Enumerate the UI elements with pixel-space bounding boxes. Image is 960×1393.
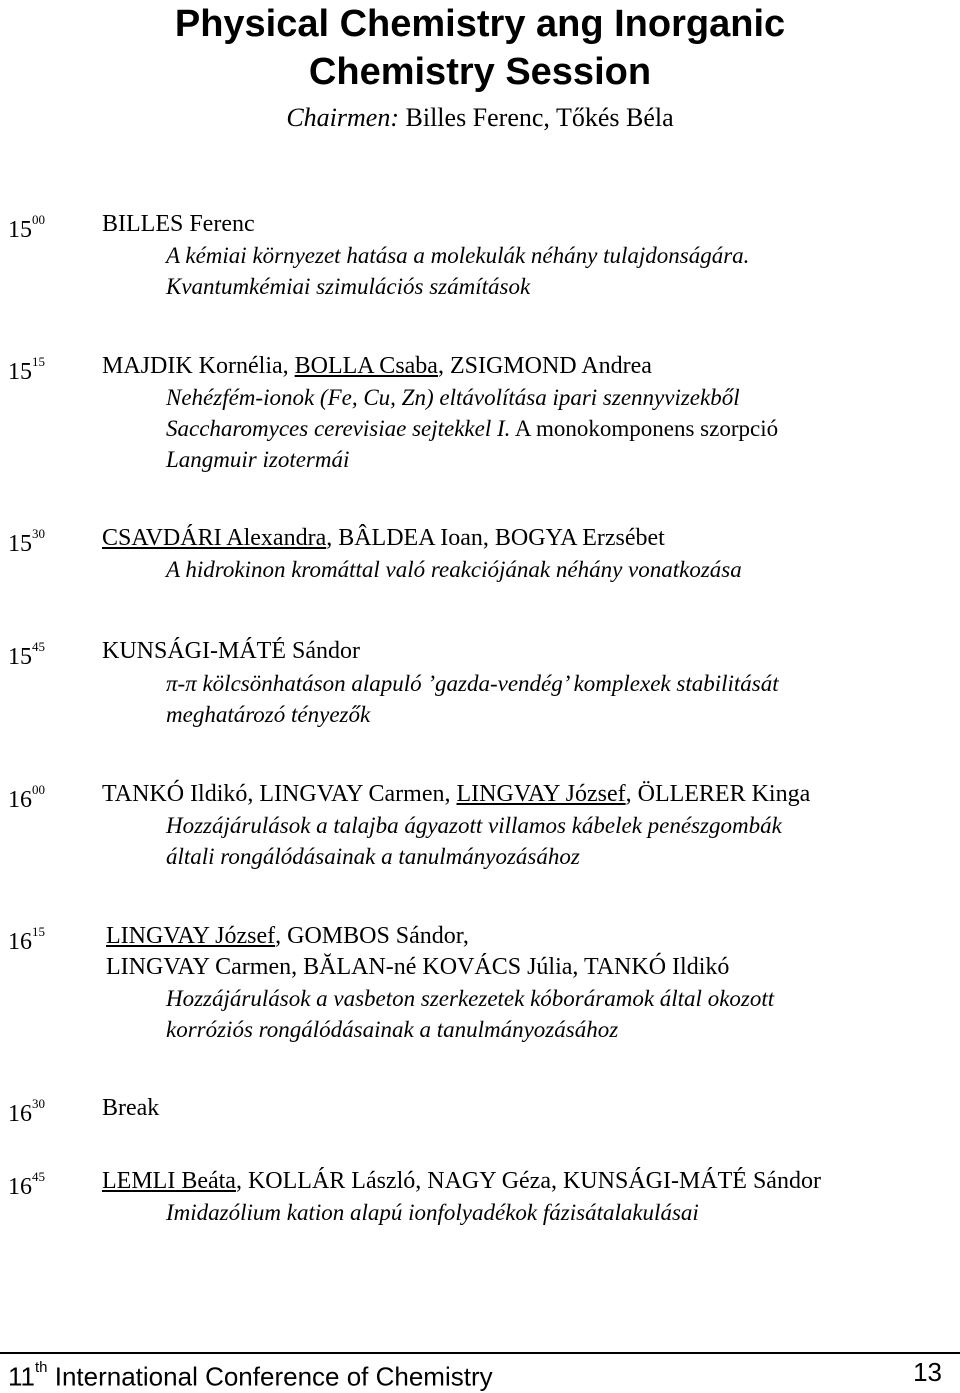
session-title xyxy=(0,0,960,96)
talk-title-line: A hidrokinon kromáttal való reakciójának néhány vonatkozása xyxy=(166,557,742,582)
chairmen-names: Billes Ferenc, Tőkés Béla xyxy=(405,103,674,132)
talk-authors: BILLES Ferenc xyxy=(102,211,255,237)
talk-title-line: A kémiai környezet hatása a molekulák néhány tulajdonságára. xyxy=(166,243,750,268)
talk-authors: MAJDIK Kornélia, BOLLA Csaba, ZSIGMOND Andrea xyxy=(102,353,652,379)
talk-title-line: Hozzájárulások a talajba ágyazott villamos kábelek penészgombák xyxy=(166,813,782,838)
session-title-line-2: Chemistry Session xyxy=(308,51,652,93)
ordinal-suffix: th xyxy=(35,1359,48,1376)
talk-time: $16^{00}$ xyxy=(8,782,45,813)
conference-name: International Conference of Chemistry xyxy=(47,1361,493,1392)
talk-time: $16^{30}$ xyxy=(8,1096,45,1127)
talk-authors: LINGVAY József, GOMBOS Sándor, xyxy=(106,923,469,949)
talk-title-line: általi rongálódásainak a tanulmányozásához xyxy=(166,844,580,869)
talk-authors: KUNSÁGI-MÁTÉ Sándor xyxy=(102,638,360,664)
pi-symbol: π-π xyxy=(166,671,197,696)
talk-title-line: korróziós rongálódásainak a tanulmányozásához xyxy=(166,1017,619,1042)
page-number: 13 xyxy=(913,1357,942,1387)
conference-number: 11 xyxy=(8,1361,35,1392)
talk-title-line: Imidazólium kation alapú ionfolyadékok fázisátalakulásai xyxy=(166,1200,699,1225)
chairmen-line xyxy=(0,102,960,134)
talk-time: $15^{30}$ xyxy=(8,526,45,557)
talk-time: $15^{00}$ xyxy=(8,212,45,243)
presenter-name: LINGVAY József xyxy=(106,923,276,949)
presenter-name: BOLLA Csaba xyxy=(294,353,438,379)
page-footer xyxy=(8,1356,952,1393)
talk-title-line: Hozzájárulások a vasbeton szerkezetek kóboráramok által okozott xyxy=(166,986,775,1011)
chairmen-label: Chairmen: xyxy=(286,103,400,132)
talk-time: $16^{45}$ xyxy=(8,1169,45,1200)
session-title-line-1: Physical Chemistry ang Inorganic xyxy=(174,3,786,45)
talk-title-line: π-π kölcsönhatáson alapuló ’gazda-vendég’ komplexek stabilitását xyxy=(166,671,779,696)
talk-authors: LEMLI Beáta, KOLLÁR László, NAGY Géza, KUNSÁGI-MÁTÉ Sándor xyxy=(102,1168,821,1194)
talk-time: $15^{15}$ xyxy=(8,354,45,385)
talk-time: $15^{45}$ xyxy=(8,639,45,670)
talk-title-line: meghatározó tényezők xyxy=(166,702,371,727)
talk-authors-line-2: LINGVAY Carmen, BĂLAN-né KOVÁCS Júlia, TANKÓ Ildikó xyxy=(106,954,730,980)
talk-title-line: Nehézfém-ionok (Fe, Cu, Zn) eltávolítása ipari szennyvizekből xyxy=(166,385,740,410)
talk-authors: CSAVDÁRI Alexandra, BÂLDEA Ioan, BOGYA Erzsébet xyxy=(102,525,665,551)
footer-divider xyxy=(0,1352,960,1354)
break-label: Break xyxy=(102,1095,160,1121)
presenter-name: CSAVDÁRI Alexandra xyxy=(102,525,327,551)
talk-time: $16^{15}$ xyxy=(8,924,45,955)
talk-authors: TANKÓ Ildikó, LINGVAY Carmen, LINGVAY József, ÖLLERER Kinga xyxy=(102,781,811,807)
presenter-name: LEMLI Beáta xyxy=(102,1168,236,1194)
presenter-name: LINGVAY József xyxy=(456,781,626,807)
talk-title-line: Kvantumkémiai szimulációs számítások xyxy=(166,274,531,299)
talk-title-line: Langmuir izotermái xyxy=(166,447,350,472)
talk-title-line: Saccharomyces cerevisiae sejtekkel I. A monokomponens szorpció xyxy=(166,416,779,441)
